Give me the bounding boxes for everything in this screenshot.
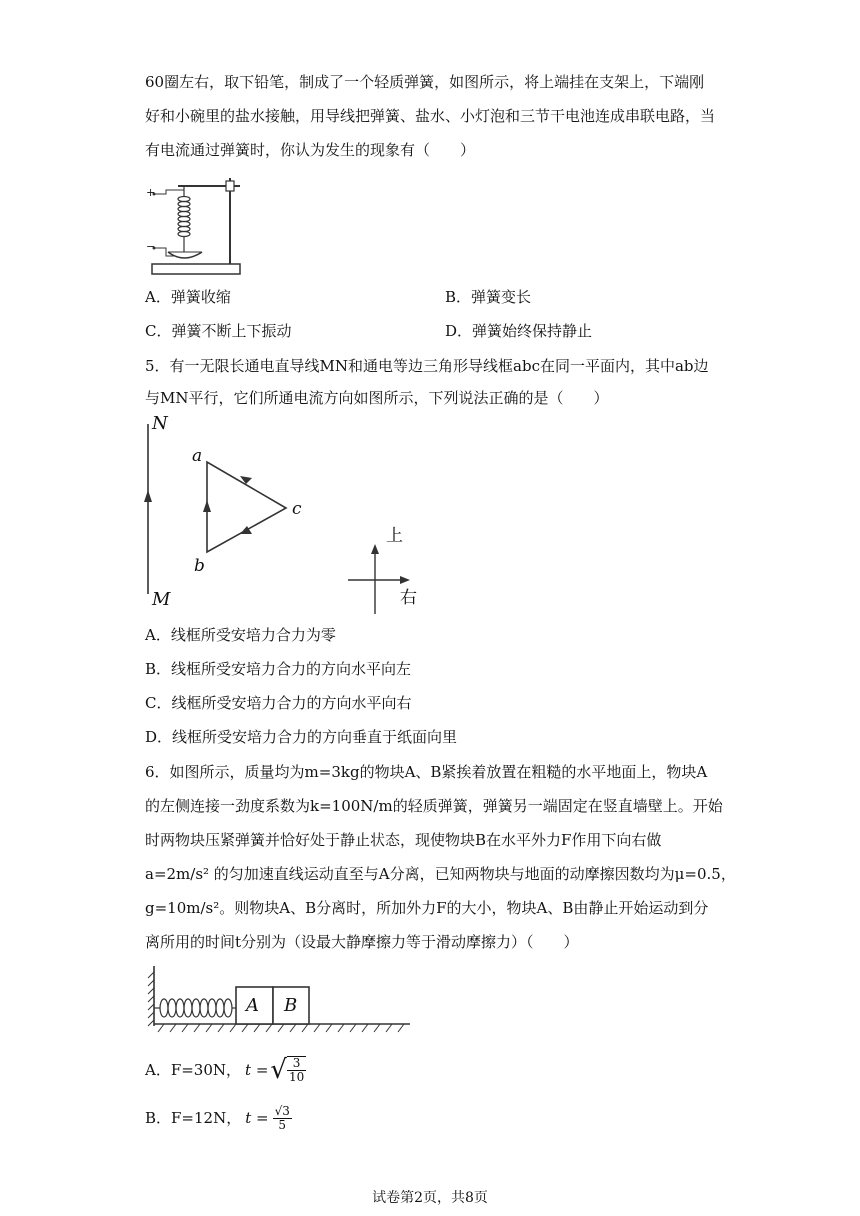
q4-line-2: 好和小碗里的盐水接触，用导线把弹簧、盐水、小灯泡和三节干电池连成串联电路，当 xyxy=(145,107,716,125)
q4-option-b: B．弹簧变长 xyxy=(445,288,532,306)
q5-line-2: 与MN平行，它们所通电流方向如图所示，下列说法正确的是（ ） xyxy=(145,389,609,407)
q4-line-1: 60圈左右，取下铅笔，制成了一个轻质弹簧，如图所示，将上端挂在支架上，下端刚 xyxy=(145,73,705,91)
q5-option-a: A．线框所受安培力合力为零 xyxy=(145,626,336,644)
spring-apparatus-figure xyxy=(144,172,248,278)
q4-option-c: C．弹簧不断上下振动 xyxy=(145,322,292,340)
q6-option-a: A．F=30N， t = √ $\frac{3}{10}$ xyxy=(145,1055,305,1085)
q6-line-5: g=10m/s²。则物块A、B分离时，所加外力F的大小，物块A、B由静止开始运动到分 xyxy=(145,899,709,917)
block-a-label: A xyxy=(246,995,259,1016)
label-up: 上 xyxy=(386,526,403,546)
q6-option-a-t: t = xyxy=(245,1061,269,1079)
q6-option-a-prefix: A．F=30N， xyxy=(145,1061,242,1079)
label-right: 右 xyxy=(400,588,417,608)
spring-blocks-figure xyxy=(144,962,414,1038)
label-a: a xyxy=(192,446,203,466)
q6-line-6: 离所用的时间t分别为（设最大静摩擦力等于滑动摩擦力）（ ） xyxy=(145,933,579,951)
label-m: M xyxy=(152,589,171,610)
page-footer: 试卷第2页，共8页 xyxy=(372,1190,488,1206)
label-b: b xyxy=(194,556,205,576)
plus-terminal-label: + xyxy=(146,186,156,199)
q6-line-4: a=2m/s² 的匀加速直线运动直至与A分离，已知两物块与地面的动摩擦因数均为μ=0.5， xyxy=(145,865,736,883)
q6-line-2: 的左侧连接一劲度系数为k=100N/m的轻质弹簧，弹簧另一端固定在竖直墙壁上。开始 xyxy=(145,797,723,815)
q5-option-d: D．线框所受安培力合力的方向垂直于纸面向里 xyxy=(145,728,458,746)
q6-line-3: 时两物块压紧弹簧并恰好处于静止状态，现使物块B在水平外力F作用下向右做 xyxy=(145,831,662,849)
q6-line-1: 6．如图所示，质量均为m=3kg的物块A、B紧挨着放置在粗糙的水平地面上，物块A xyxy=(145,763,708,781)
q6-option-b-fraction: $\frac{√3}{5}$ xyxy=(274,1103,290,1132)
q6-option-b xyxy=(145,1096,292,1140)
q6-option-b-t: t = xyxy=(245,1109,269,1127)
label-c: c xyxy=(292,499,302,519)
q4-option-d: D．弹簧始终保持静止 xyxy=(445,322,593,340)
q5-option-c: C．线框所受安培力合力的方向水平向右 xyxy=(145,694,412,712)
label-n: N xyxy=(152,413,168,434)
q4-option-a: A．弹簧收缩 xyxy=(145,288,231,306)
q4-line-3: 有电流通过弹簧时，你认为发生的现象有（ ） xyxy=(145,141,476,159)
q6-option-b-prefix: B．F=12N， xyxy=(145,1109,242,1127)
q6-option-a-fraction: $\frac{3}{10}$ xyxy=(288,1056,305,1084)
wire-triangle-figure xyxy=(140,413,430,616)
q5-option-b: B．线框所受安培力合力的方向水平向左 xyxy=(145,660,412,678)
q5-line-1: 5．有一无限长通电直导线MN和通电等边三角形导线框abc在同一平面内，其中ab边 xyxy=(145,357,709,375)
minus-terminal-label: − xyxy=(146,240,156,253)
block-b-label: B xyxy=(284,995,298,1016)
